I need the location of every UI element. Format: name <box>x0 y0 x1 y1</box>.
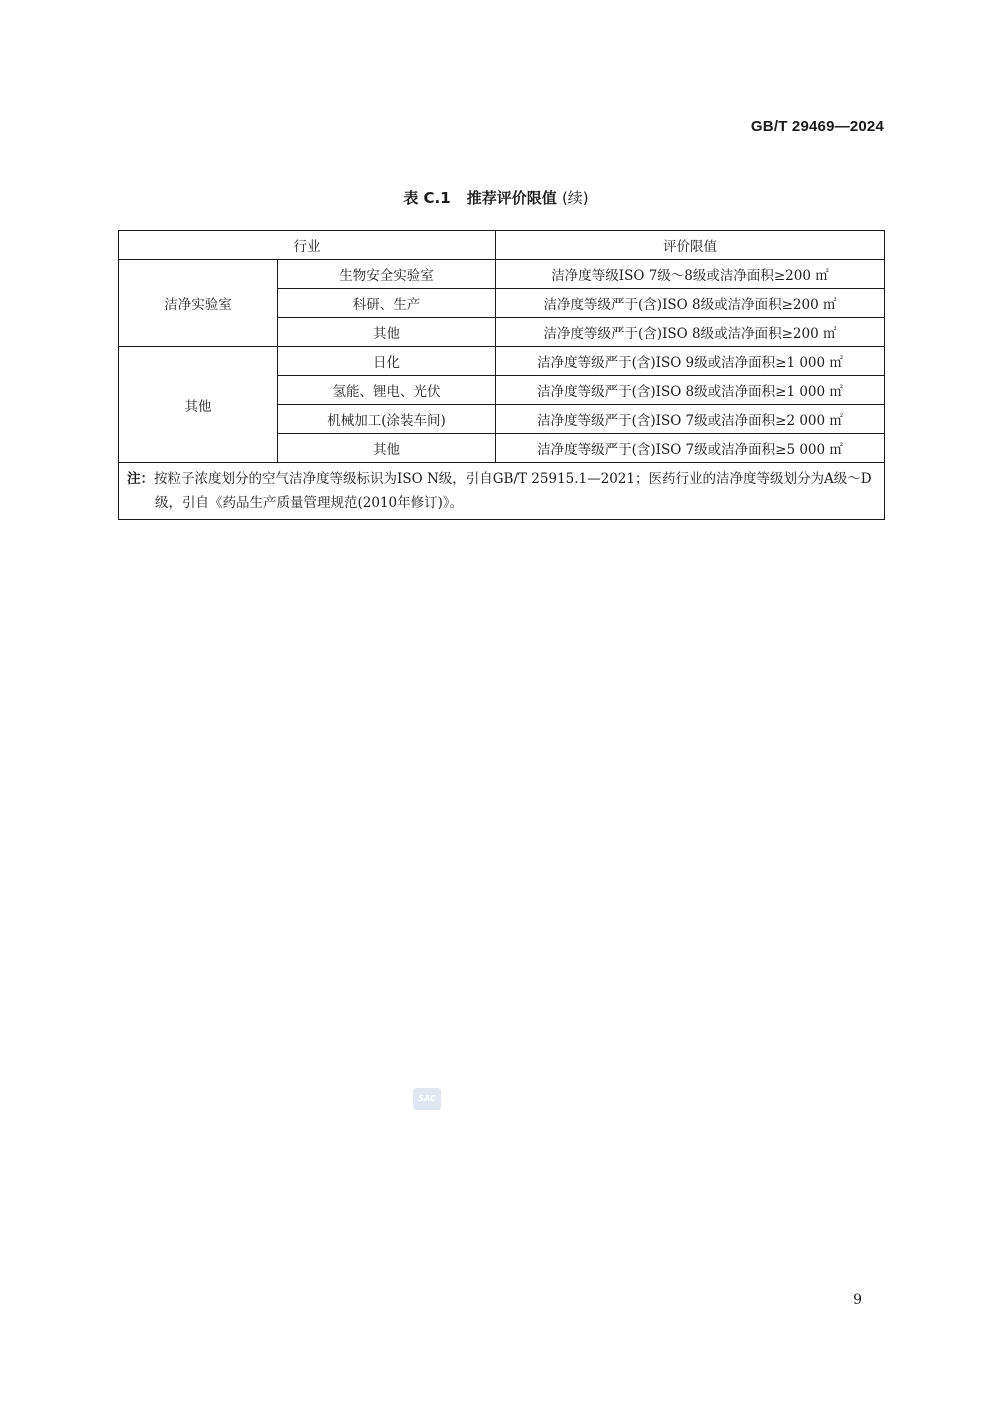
sub-industry-cell: 氢能、锂电、光伏 <box>278 376 496 405</box>
limit-cell: 洁净度等级严于(含)ISO 8级或洁净面积≥200 ㎡ <box>496 318 885 347</box>
limit-cell: 洁净度等级严于(含)ISO 8级或洁净面积≥200 ㎡ <box>496 289 885 318</box>
sub-industry-cell: 科研、生产 <box>278 289 496 318</box>
limit-cell: 洁净度等级严于(含)ISO 8级或洁净面积≥1 000 ㎡ <box>496 376 885 405</box>
sub-industry-cell: 机械加工(涂装车间) <box>278 405 496 434</box>
group-cell-clean-lab: 洁净实验室 <box>119 260 278 347</box>
standard-code: GB/T 29469—2024 <box>750 118 884 135</box>
evaluation-limits-table <box>118 230 885 520</box>
table-header-row <box>119 231 885 260</box>
limit-cell: 洁净度等级严于(含)ISO 7级或洁净面积≥5 000 ㎡ <box>496 434 885 463</box>
table-note <box>119 463 885 520</box>
sub-industry-cell: 生物安全实验室 <box>278 260 496 289</box>
table-caption <box>0 187 992 208</box>
table-row <box>119 347 885 376</box>
table-number: 表 C.1 <box>403 189 451 207</box>
sub-industry-cell: 其他 <box>278 318 496 347</box>
sub-industry-cell: 其他 <box>278 434 496 463</box>
table-title: 推荐评价限值 <box>466 189 557 207</box>
header-limit: 评价限值 <box>496 231 885 260</box>
page-number: 9 <box>853 1292 862 1308</box>
group-cell-other: 其他 <box>119 347 278 463</box>
table-continued-marker: (续) <box>561 189 589 207</box>
note-label: 注： <box>127 471 154 487</box>
sub-industry-cell: 日化 <box>278 347 496 376</box>
sac-watermark-logo: SAC <box>413 1088 441 1110</box>
note-text: 按粒子浓度划分的空气洁净度等级标识为ISO N级，引自GB/T 25915.1—2021；医药行业的洁净度等级划分为A级～D级，引自《药品生产质量管理规范(2010年修订)》。 <box>154 471 872 511</box>
table-note-row <box>119 463 885 520</box>
header-industry: 行业 <box>119 231 496 260</box>
limit-cell: 洁净度等级严于(含)ISO 9级或洁净面积≥1 000 ㎡ <box>496 347 885 376</box>
limit-cell: 洁净度等级ISO 7级～8级或洁净面积≥200 ㎡ <box>496 260 885 289</box>
limit-cell: 洁净度等级严于(含)ISO 7级或洁净面积≥2 000 ㎡ <box>496 405 885 434</box>
table-row <box>119 260 885 289</box>
